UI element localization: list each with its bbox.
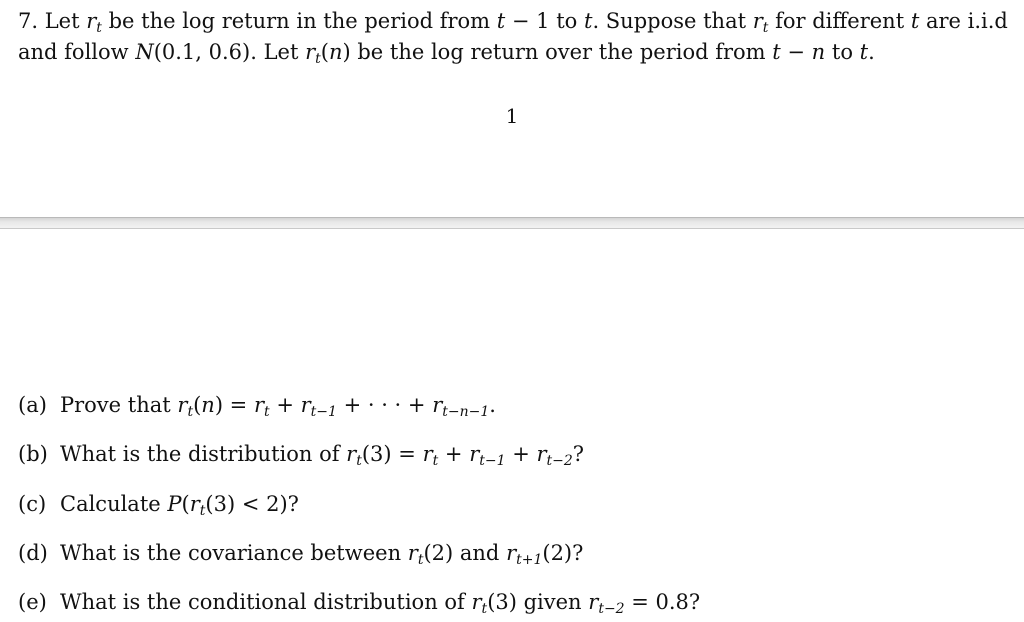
page-bottom bbox=[0, 229, 1024, 622]
question-e: (e) What is the conditional distribution of $r_t(3)$ given $r_{t-2} = 0.8$? bbox=[18, 585, 1008, 622]
question-label: (b) bbox=[18, 442, 48, 467]
question-b: (b) What is the distribution of $r_t(3) = r_t + r_{t-1} + r_{t-2}$? bbox=[18, 437, 1008, 486]
question-label: (c) bbox=[18, 491, 47, 516]
question-a: (a) Prove that $r_t(n) = r_t + r_{t-1}$ + · · · + $r_{t-n-1}$. bbox=[18, 388, 1008, 437]
question-label: (d) bbox=[18, 540, 48, 565]
question-d: (d) What is the covariance between $r_t(2)$ and $r_{t+1}(2)$? bbox=[18, 536, 1008, 585]
page-top bbox=[0, 0, 1024, 217]
question-label: (a) bbox=[18, 393, 47, 417]
page-separator bbox=[0, 217, 1024, 229]
question-list bbox=[18, 388, 1008, 622]
problem-number: 7. bbox=[18, 9, 39, 33]
question-c: (c) Calculate $P(r_t(3) < 2)$? bbox=[18, 487, 1008, 536]
problem-statement: 7. Let $r_t$ be the log return in the period from t − 1 to t. Suppose that $r_t$ for different t are i.i.d and follow N(0.1, 0.6). Let $r_t(n)$ be the log return over the period from t − n to t. bbox=[18, 9, 1008, 67]
page-number: 1 bbox=[505, 104, 519, 128]
question-label: (e) bbox=[18, 590, 47, 615]
